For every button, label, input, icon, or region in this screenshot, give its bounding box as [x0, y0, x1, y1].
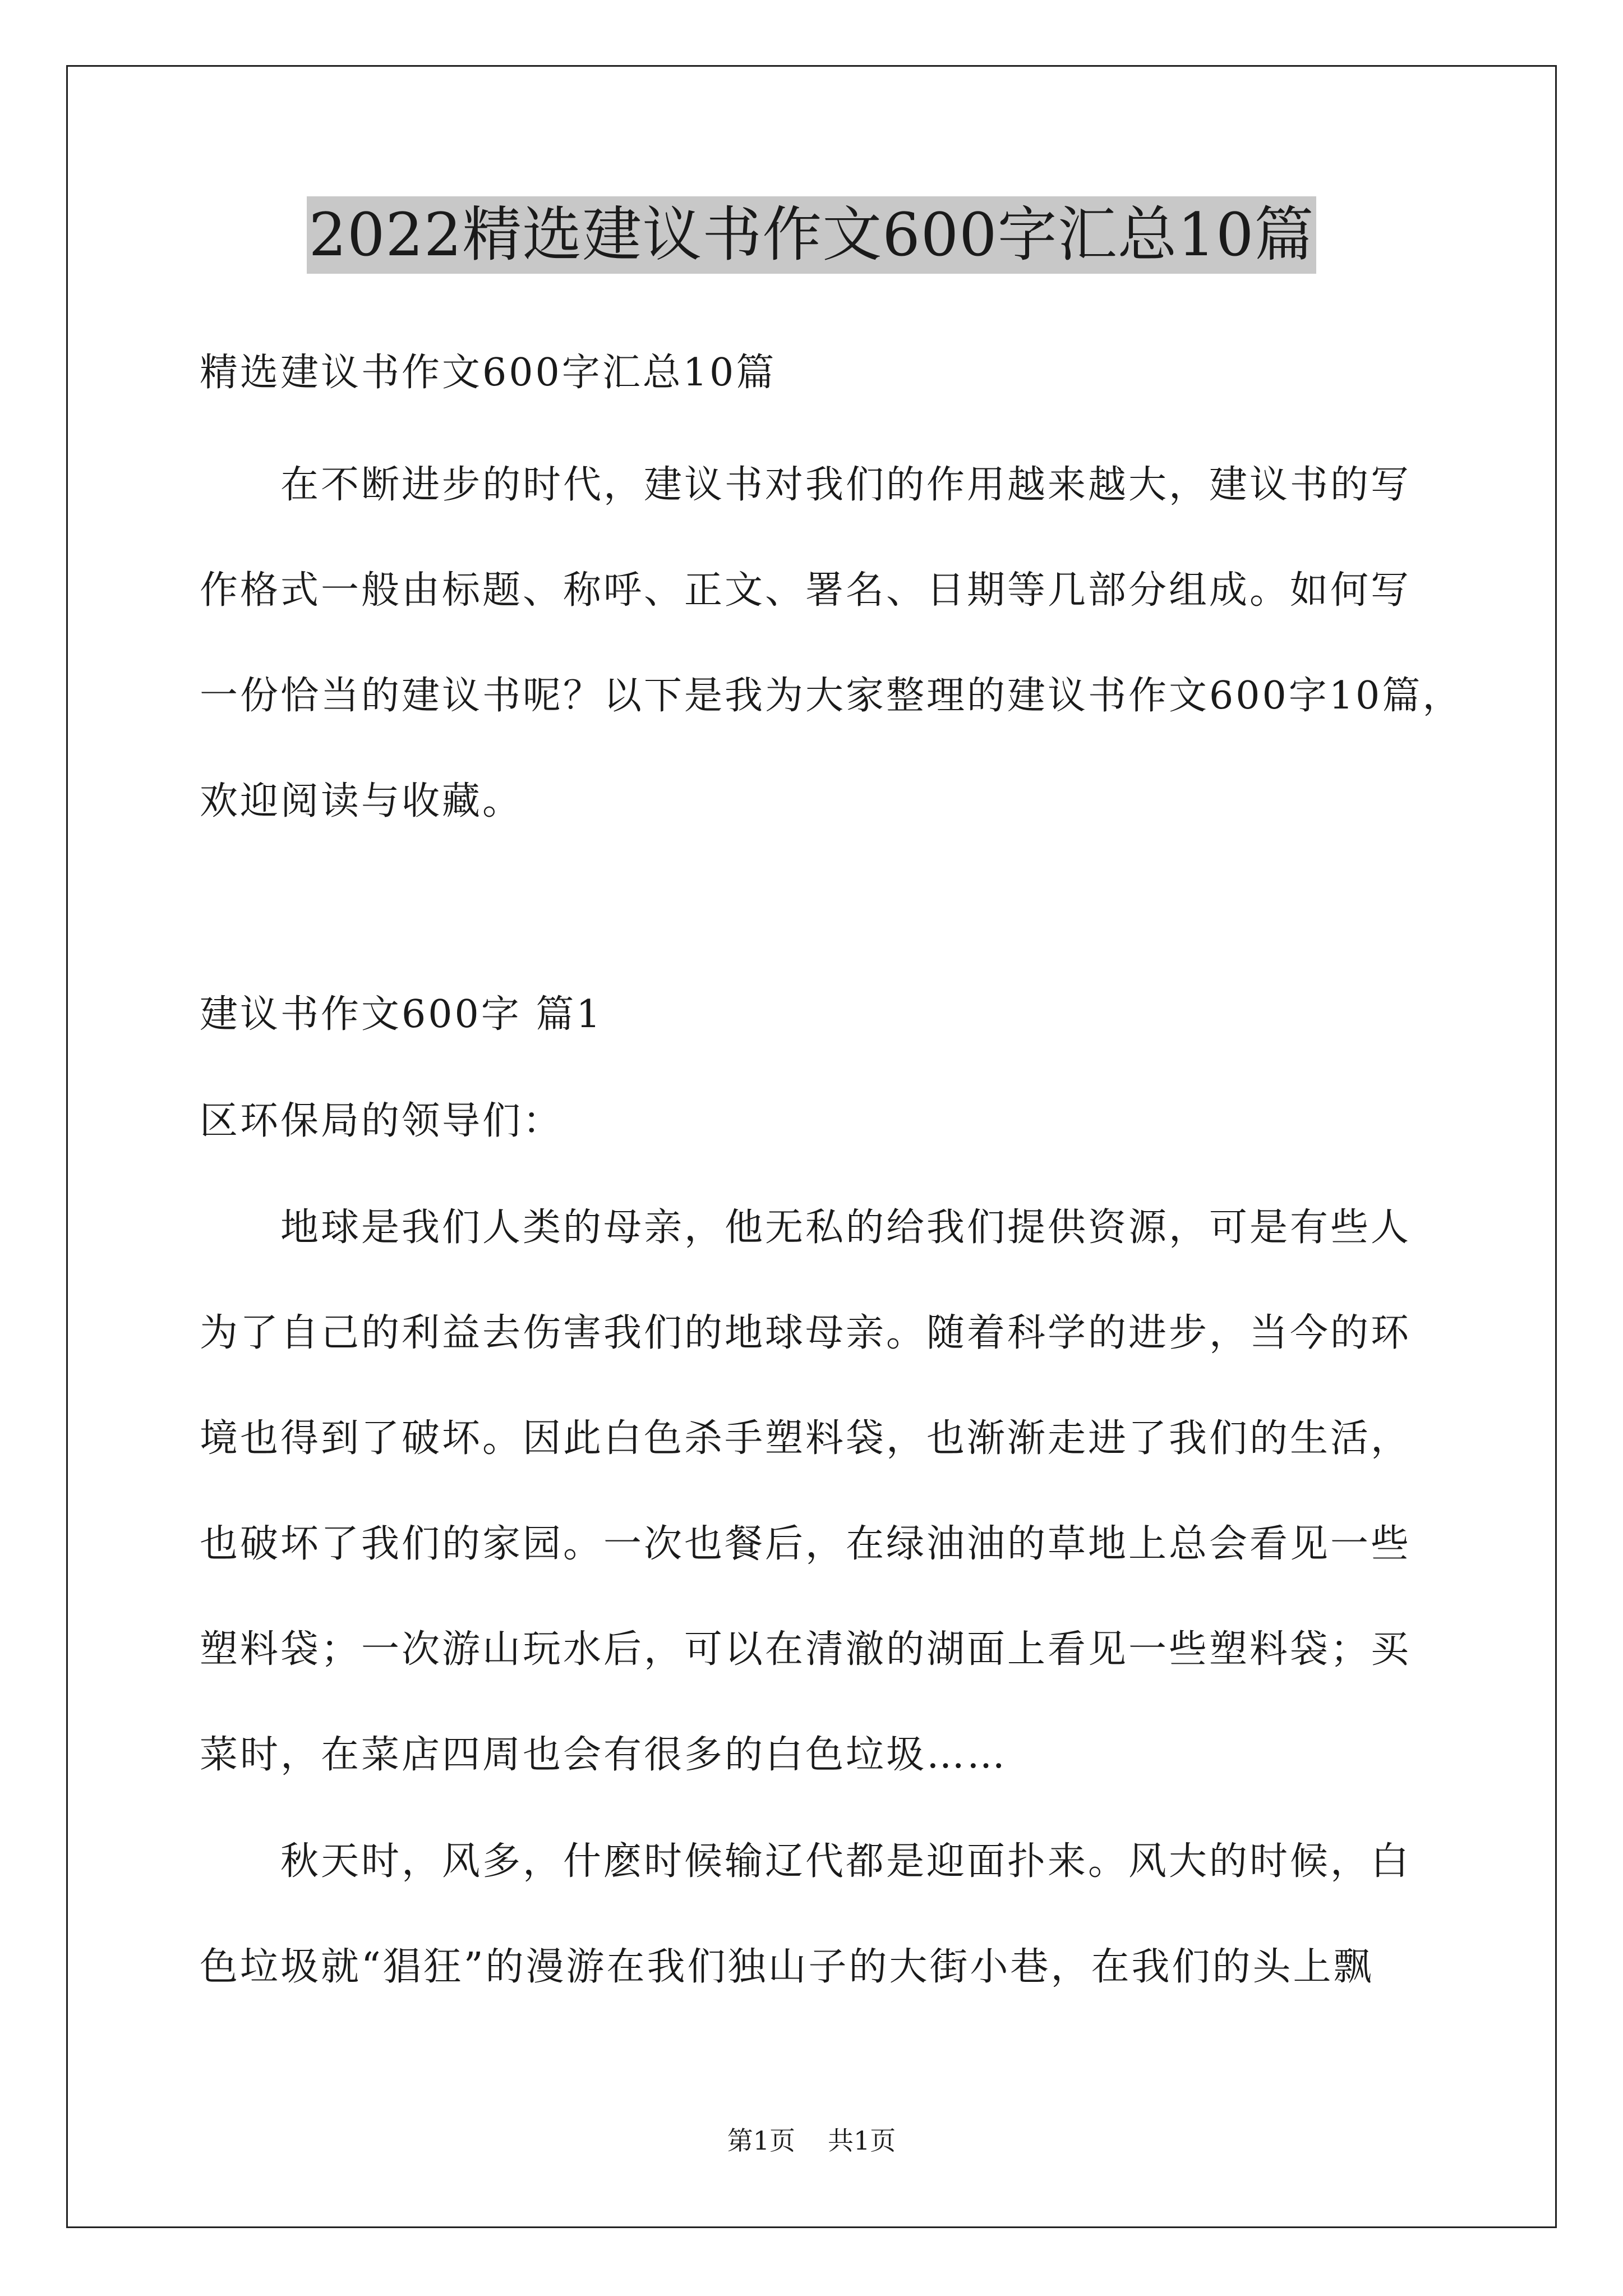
page-number: 第1页 — [727, 2125, 795, 2156]
section-heading: 建议书作文600字 篇1 — [200, 992, 603, 1037]
intro-line: 欢迎阅读与收藏。 — [200, 779, 523, 823]
paragraph-line: 地球是我们人类的母亲，他无私的给我们提供资源，可是有些人 — [280, 1205, 1412, 1250]
salutation: 区环保局的领导们： — [200, 1099, 564, 1143]
title-container — [0, 196, 1623, 274]
paragraph-line: 境也得到了破坏。因此白色杀手塑料袋，也渐渐走进了我们的生活， — [200, 1416, 1412, 1461]
intro-line: 作格式一般由标题、称呼、正文、署名、日期等几部分组成。如何写 — [200, 568, 1412, 613]
paragraph-line: 塑料袋；一次游山玩水后，可以在清澈的湖面上看见一些塑料袋；买 — [200, 1627, 1412, 1672]
page-footer — [0, 2124, 1623, 2157]
document-subtitle: 精选建议书作文600字汇总10篇 — [200, 351, 777, 395]
paragraph-line: 也破坏了我们的家园。一次也餐后，在绿油油的草地上总会看见一些 — [200, 1522, 1412, 1566]
intro-line: 一份恰当的建议书呢？以下是我为大家整理的建议书作文600字10篇， — [200, 674, 1463, 718]
intro-line: 在不断进步的时代，建议书对我们的作用越来越大，建议书的写 — [280, 463, 1412, 507]
paragraph-line: 色垃圾就“猖狂”的漫游在我们独山子的大街小巷，在我们的头上飘 — [200, 1945, 1374, 1989]
document-title: 2022精选建议书作文600字汇总10篇 — [307, 196, 1317, 274]
page-total: 共1页 — [828, 2125, 896, 2156]
paragraph-line: 菜时，在菜店四周也会有很多的白色垃圾…… — [200, 1733, 1008, 1777]
paragraph-line: 为了自己的利益去伤害我们的地球母亲。随着科学的进步，当今的环 — [200, 1311, 1412, 1355]
paragraph-line: 秋天时，风多，什麽时候输辽代都是迎面扑来。风大的时候，白 — [280, 1839, 1412, 1884]
